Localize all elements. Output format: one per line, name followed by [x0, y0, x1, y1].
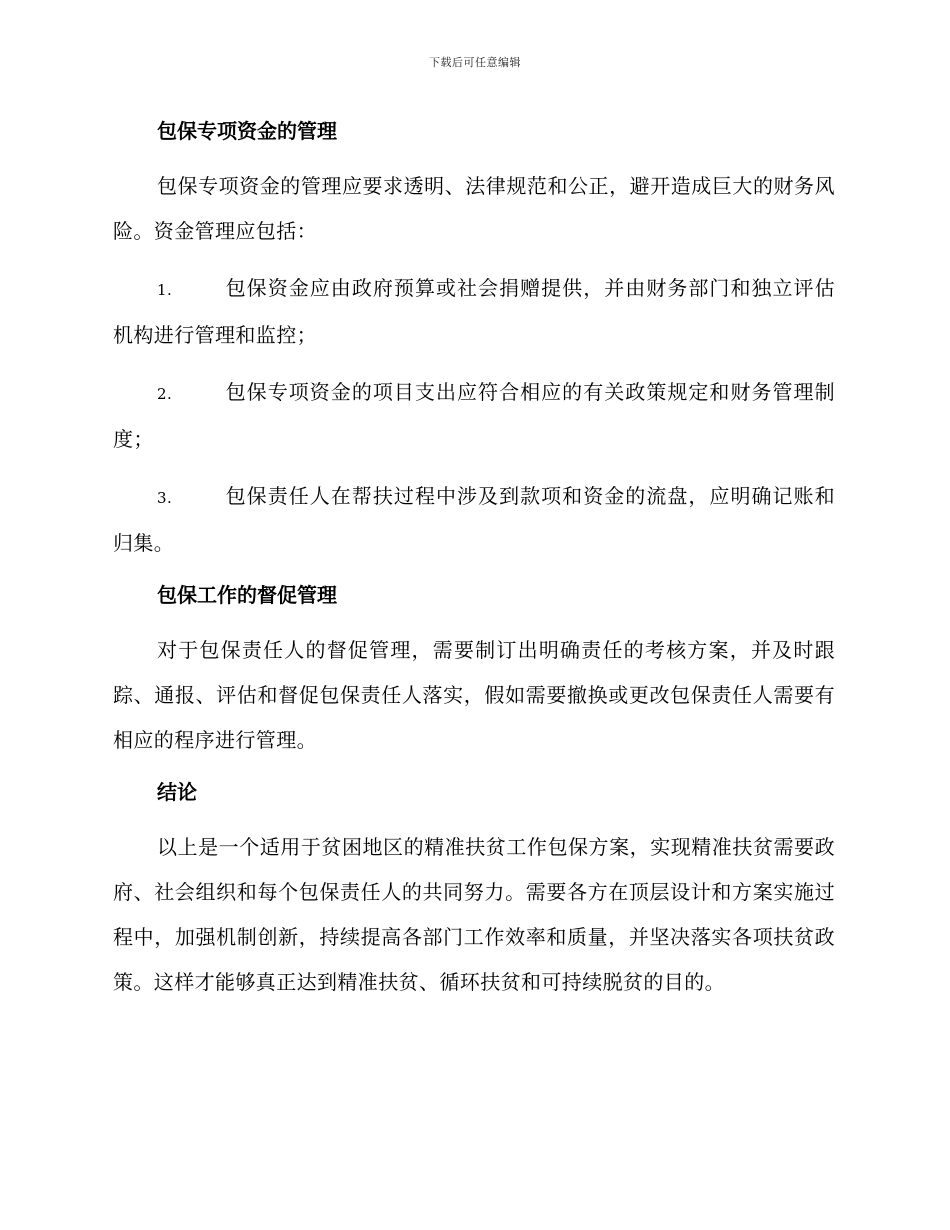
list-item-text: 包保责任人在帮扶过程中涉及到款项和资金的流盘，应明确记账和归集。	[113, 484, 835, 555]
paragraph-fund-management: 包保专项资金的管理应要求透明、法律规范和公正，避开造成巨大的财务风险。资金管理应包括：	[113, 174, 835, 243]
document-body	[113, 114, 835, 1017]
list-item	[113, 266, 835, 358]
section-heading-supervision: 包保工作的督促管理	[157, 583, 337, 607]
paragraph-conclusion: 以上是一个适用于贫困地区的精准扶贫工作包保方案，实现精准扶贫需要政府、社会组织和每个包保责任人的共同努力。需要各方在顶层设计和方案实施过程中，加强机制创新，持续提高各部门工作效率和质量，并坚决落实各项扶贫政策。这样才能够真正达到精准扶贫、循环扶贫和可持续脱贫的目的。	[113, 835, 835, 994]
list-item-text: 包保专项资金的项目支出应符合相应的有关政策规定和财务管理制度；	[113, 380, 835, 451]
list-item-text: 包保资金应由政府预算或社会捐赠提供，并由财务部门和独立评估机构进行管理和监控；	[113, 276, 835, 347]
section-heading-fund-management: 包保专项资金的管理	[157, 119, 337, 143]
paragraph-supervision: 对于包保责任人的督促管理，需要制订出明确责任的考核方案，并及时跟踪、通报、评估和督促包保责任人落实，假如需要撤换或更改包保责任人需要有相应的程序进行管理。	[113, 638, 835, 752]
page-header: 下载后可任意编辑	[429, 56, 521, 69]
list-number: 2.	[157, 385, 173, 403]
section-heading-conclusion: 结论	[157, 780, 197, 804]
list-item	[113, 474, 835, 566]
list-number: 3.	[157, 489, 173, 507]
list-item	[113, 370, 835, 462]
list-number: 1.	[157, 281, 173, 299]
